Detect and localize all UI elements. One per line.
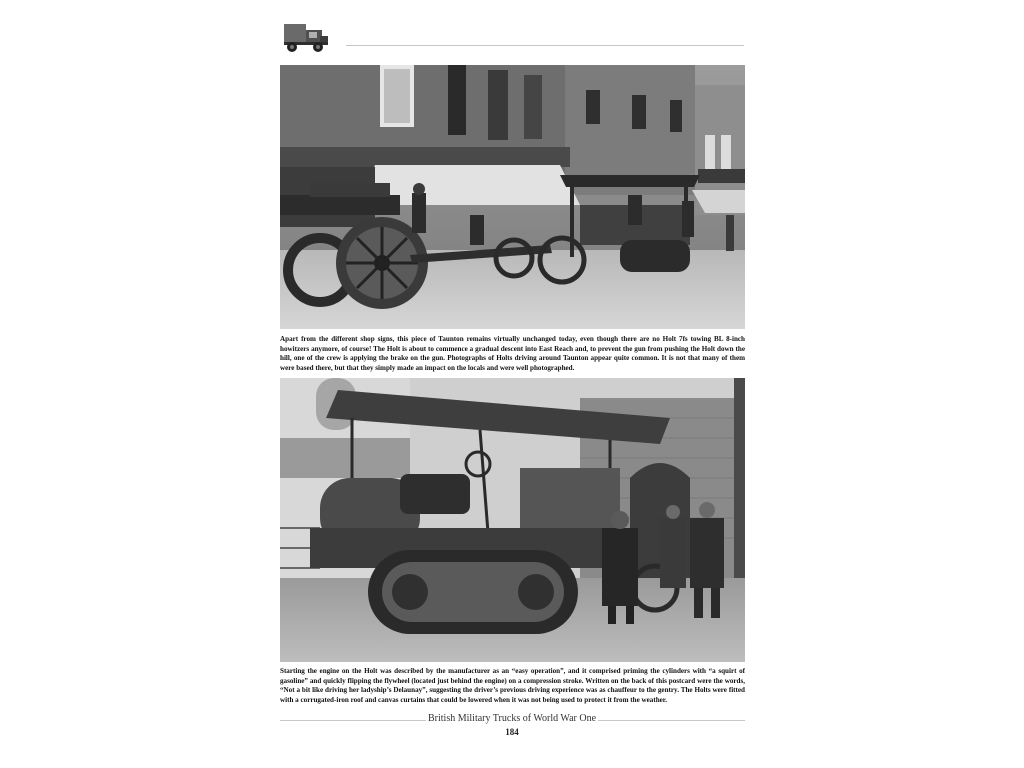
photo-caption-top: Apart from the different shop signs, this piece of Taunton remains virtually unchanged today, even though there are no Holt 7fs towing BL 8-inch howitzers anymore, of course! The Holt is about to commence a gradual descent into East Reach and, to prevent the gun from pushing the Holt down the hill, one of the crew is applying the brake on the gun. Photographs of Holts driving around Taunton appear quite common. It is not that many of them were based there, but that they simply made an impact on the locals and were well photographed.	[280, 335, 745, 372]
photo-holt-tractor-crew	[280, 378, 745, 662]
truck-icon	[282, 20, 330, 54]
footer-rule-left	[280, 720, 426, 721]
photo-caption-bottom: Starting the engine on the Holt was described by the manufacturer as an “easy operation”, and it comprised priming the cylinders with “a squirt of gasoline” and quickly flipping the flywheel (located just behind the engine) on a compression stroke. Written on the back of this postcard were the words, “Not a bit like driving her ladyship’s Delaunay”, suggesting the driver’s previous driving experience was as chauffeur to the gentry. The Holts were fitted with a corrugated-iron roof and canvas curtains that could be lowered when it was not being used to protect it from the weather.	[280, 667, 745, 704]
book-title: British Military Trucks of World War One	[427, 713, 597, 724]
page-number: 184	[505, 727, 519, 737]
photo-holt-towing-howitzer	[280, 65, 745, 329]
header-rule	[346, 45, 744, 46]
footer-rule-right	[598, 720, 745, 721]
